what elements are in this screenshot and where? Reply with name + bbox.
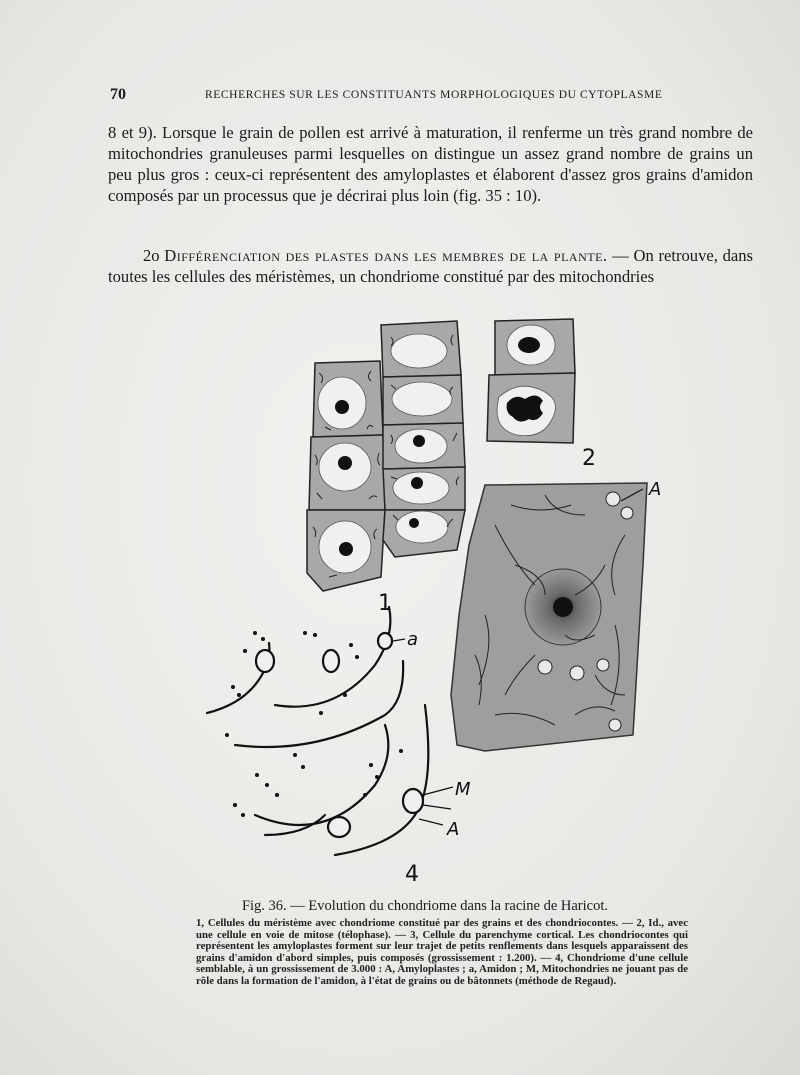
figure-letter-M: M — [455, 779, 471, 800]
figure-letter-a: a — [407, 629, 419, 650]
figure-caption-text: 1, Cellules du méristème avec chondriome constitué par des grains et des chondriocontes. — 2, Id., avec une cellule en voie de mitose (télophase). — 3, Cellule du parenchyme cortical. Les chondriocontes qui représentent les amyloplastes forment sur leur trajet de petits renflements dans lesquels apparaissent des grains d'amidon d'abord simples, puis composés (grossissement : 1.200). — 4, Chondriome d'une cellule semblable, à un grossissement de 3.000 : A, Amyloplastes ; a, Amidon ; M, Mitochondries ne jouant pas de rôle dans la formation de l'amidon, à l'état de grains ou de bâtonnets (méthode de Regaud). — [196, 917, 688, 987]
page-number: 70 — [110, 86, 126, 103]
drawing-4-chondriome — [207, 607, 428, 855]
root-cells-drawing — [195, 315, 670, 890]
drawing-3-parenchyma-cell — [451, 483, 647, 751]
pointer-line-a — [393, 639, 405, 641]
figure-caption-title: Fig. 36. — Evolution du chondriome dans la racine de Haricot. — [241, 898, 609, 914]
running-head: RECHERCHES SUR LES CONSTITUANTS MORPHOLOGIQUES DU CYTOPLASME — [205, 89, 663, 101]
figure-letter-A-top: A — [649, 479, 662, 500]
section-text: On retrouve, dans toutes les cellules des méristèmes, un chondriome constitué par des mitochondries — [108, 246, 753, 286]
page-header — [110, 86, 670, 106]
paragraph-plastes — [108, 245, 753, 287]
figure-letter-A-bottom: A — [447, 819, 460, 840]
pointer-line-A-bottom — [419, 819, 443, 825]
figure-label-4: 4 — [405, 862, 419, 887]
drawing-2-mitosis-cells — [487, 319, 575, 443]
section-heading: Différenciation des plastes dans les membres de la plante. — [164, 246, 608, 265]
figure-label-2: 2 — [582, 446, 596, 471]
drawing-4-mitochondria-dots — [225, 631, 403, 817]
paragraph-pollen: 8 et 9). Lorsque le grain de pollen est arrivé à maturation, il renferme un très grand nombre de mitochondries granuleuses parmi lesquelles on distingue un assez grand nombre de grains un peu plus gros : ceux-ci représentent des amyloplastes et élaborent d'assez gros grains d'amidon composés par un processus que je décrirai plus loin (fig. 35 : 10). — [108, 123, 753, 205]
figure-36-illustration — [195, 315, 670, 890]
section-number: 2o — [143, 246, 160, 265]
pointer-lines-M — [423, 787, 453, 809]
section-dash: — — [607, 246, 634, 265]
figure-label-1: 1 — [378, 591, 392, 616]
